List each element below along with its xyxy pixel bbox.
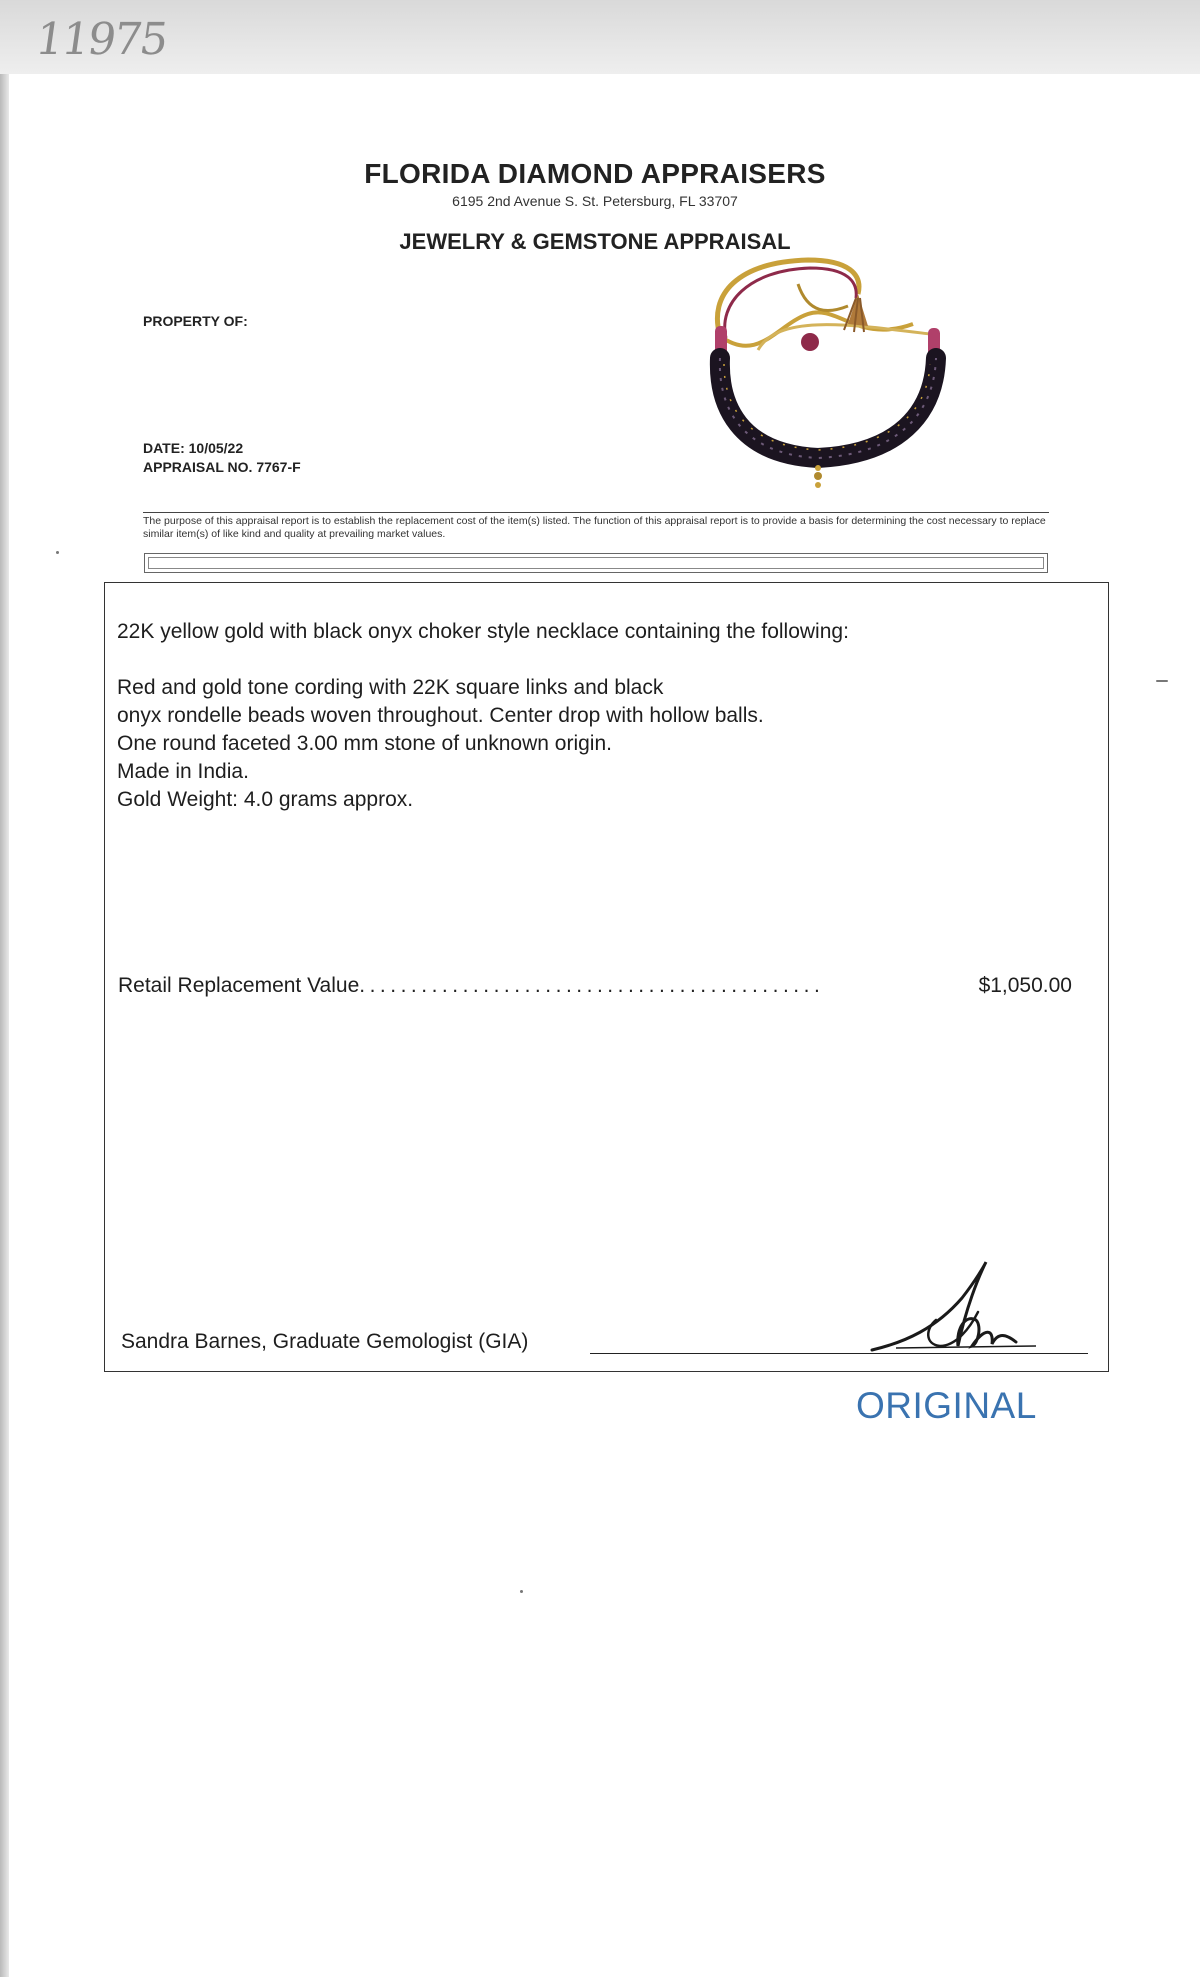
company-name: FLORIDA DIAMOND APPRAISERS [364, 158, 826, 189]
original-stamp: ORIGINAL [856, 1385, 1037, 1426]
company-address: 6195 2nd Avenue S. St. Petersburg, FL 33707 [452, 193, 738, 209]
document-title: JEWELRY & GEMSTONE APPRAISAL [399, 229, 791, 254]
replacement-value-label: Retail Replacement Value [118, 974, 360, 997]
replacement-value-row [118, 974, 1072, 998]
handwritten-file-number: 11975 [32, 14, 170, 65]
property-of-label: PROPERTY OF: [143, 313, 248, 329]
signer-name: Sandra Barnes, Graduate Gemologist (GIA) [121, 1330, 529, 1353]
item-description-intro: 22K yellow gold with black onyx choker style necklace containing the following: [117, 620, 849, 643]
scan-left-edge [0, 74, 9, 1977]
appraisal-date: DATE: 10/05/22 [143, 440, 244, 456]
appraisal-number: APPRAISAL NO. 7767-F [143, 459, 301, 475]
handwritten-signature [866, 1258, 1046, 1358]
scan-top-shadow [0, 0, 1200, 74]
item-description-line: onyx rondelle beads woven throughout. Center drop with hollow balls. [117, 704, 764, 727]
scan-speck [1156, 680, 1168, 682]
blank-field-box [144, 553, 1048, 573]
gold-weight-line: Gold Weight: 4.0 grams approx. [117, 788, 414, 811]
scan-speck [56, 551, 59, 554]
necklace-photo [698, 254, 958, 498]
purpose-statement: The purpose of this appraisal report is to establish the replacement cost of the item(s) listed. The function of this appraisal report is to provide a basis for determining the cost necessary to replace similar item(s) of like kind and quality at prevailing market values. [143, 515, 1046, 540]
replacement-value-amount: $1,050.00 [978, 974, 1072, 997]
scan-speck [520, 1590, 523, 1593]
header-rule [143, 512, 1049, 513]
leader-dots: ............................................. [359, 974, 825, 997]
item-description-line: Made in India. [117, 760, 249, 783]
item-description-line: Red and gold tone cording with 22K square links and black [117, 676, 664, 699]
item-description-line: One round faceted 3.00 mm stone of unknown origin. [117, 732, 612, 755]
